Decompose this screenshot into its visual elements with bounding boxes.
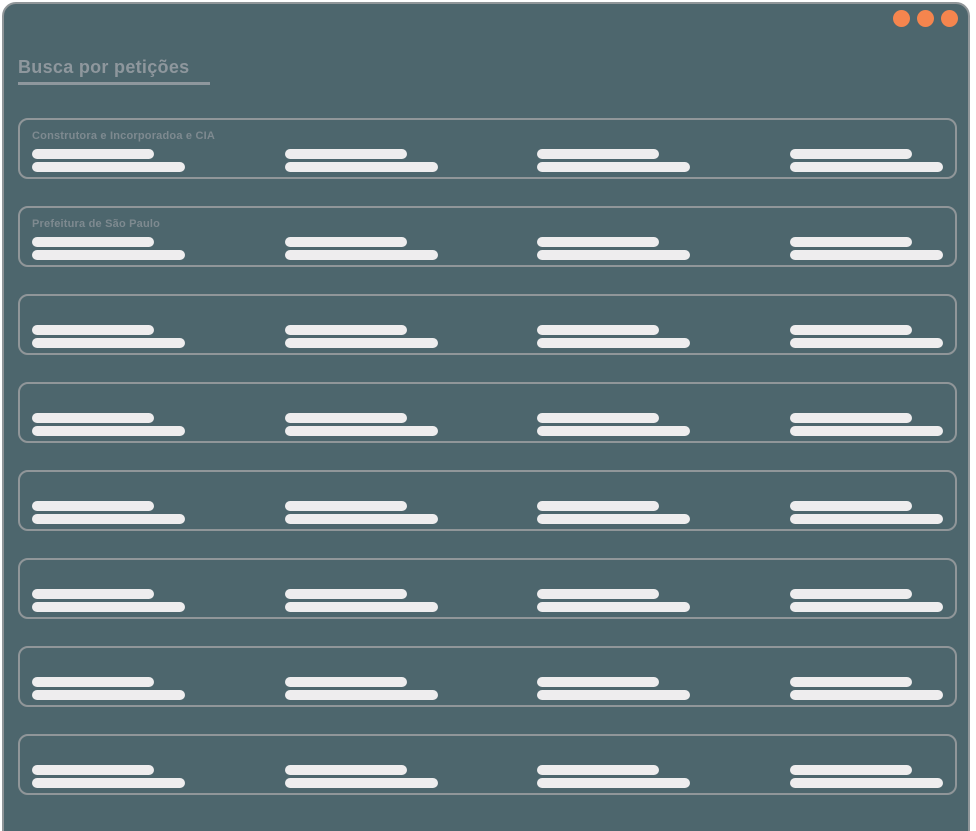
- placeholder-bar-top: [32, 765, 154, 775]
- placeholder-bar-bottom: [32, 514, 185, 524]
- placeholder-bar-top: [790, 589, 912, 599]
- placeholder-bar-top: [537, 501, 659, 511]
- placeholder-bar-top: [285, 677, 407, 687]
- placeholder-column: [537, 589, 690, 612]
- petition-card[interactable]: [18, 118, 957, 179]
- placeholder-column: [537, 765, 690, 788]
- placeholder-bar-top: [32, 325, 154, 335]
- placeholder-bar-bottom: [537, 250, 690, 260]
- placeholder-bar-top: [537, 765, 659, 775]
- placeholder-column: [537, 501, 690, 524]
- petition-list: [18, 118, 957, 822]
- placeholder-bar-top: [32, 501, 154, 511]
- placeholder-bar-bottom: [790, 162, 943, 172]
- card-placeholder-bars: [32, 501, 943, 524]
- card-placeholder-bars: [32, 237, 943, 260]
- window-control-dot-icon[interactable]: [917, 10, 934, 27]
- petition-card[interactable]: [18, 382, 957, 443]
- card-placeholder-bars: [32, 589, 943, 612]
- card-placeholder-bars: [32, 325, 943, 348]
- placeholder-column: [285, 237, 438, 260]
- placeholder-bar-top: [537, 149, 659, 159]
- placeholder-bar-top: [790, 149, 912, 159]
- placeholder-bar-bottom: [32, 162, 185, 172]
- placeholder-column: [790, 677, 943, 700]
- placeholder-bar-top: [285, 237, 407, 247]
- placeholder-bar-top: [285, 501, 407, 511]
- placeholder-bar-bottom: [537, 514, 690, 524]
- placeholder-bar-bottom: [790, 778, 943, 788]
- placeholder-bar-top: [537, 325, 659, 335]
- placeholder-bar-bottom: [790, 690, 943, 700]
- placeholder-bar-bottom: [285, 602, 438, 612]
- placeholder-column: [790, 413, 943, 436]
- placeholder-bar-bottom: [537, 778, 690, 788]
- placeholder-bar-bottom: [32, 602, 185, 612]
- placeholder-column: [790, 589, 943, 612]
- window-control-dot-icon[interactable]: [893, 10, 910, 27]
- placeholder-bar-top: [285, 325, 407, 335]
- placeholder-column: [285, 413, 438, 436]
- placeholder-bar-bottom: [32, 426, 185, 436]
- placeholder-column: [790, 325, 943, 348]
- placeholder-bar-top: [285, 765, 407, 775]
- title-underline: [18, 82, 210, 85]
- placeholder-column: [32, 677, 185, 700]
- placeholder-column: [790, 149, 943, 172]
- card-title: Prefeitura de São Paulo: [32, 218, 161, 230]
- placeholder-column: [285, 149, 438, 172]
- petition-card[interactable]: [18, 558, 957, 619]
- placeholder-bar-top: [790, 501, 912, 511]
- placeholder-bar-bottom: [285, 514, 438, 524]
- placeholder-column: [285, 325, 438, 348]
- placeholder-bar-bottom: [32, 778, 185, 788]
- placeholder-bar-bottom: [285, 162, 438, 172]
- placeholder-column: [537, 325, 690, 348]
- placeholder-column: [285, 589, 438, 612]
- placeholder-bar-bottom: [537, 426, 690, 436]
- card-placeholder-bars: [32, 413, 943, 436]
- placeholder-bar-top: [790, 765, 912, 775]
- placeholder-bar-bottom: [790, 426, 943, 436]
- placeholder-column: [32, 589, 185, 612]
- placeholder-bar-bottom: [285, 426, 438, 436]
- placeholder-bar-bottom: [32, 338, 185, 348]
- placeholder-column: [537, 413, 690, 436]
- card-title: Construtora e Incorporadoa e CIA: [32, 130, 216, 142]
- placeholder-column: [32, 237, 185, 260]
- card-placeholder-bars: [32, 677, 943, 700]
- placeholder-bar-bottom: [790, 514, 943, 524]
- placeholder-bar-bottom: [537, 162, 690, 172]
- petition-card[interactable]: [18, 294, 957, 355]
- petition-card[interactable]: [18, 470, 957, 531]
- placeholder-column: [790, 501, 943, 524]
- window-control-dot-icon[interactable]: [941, 10, 958, 27]
- petition-card[interactable]: [18, 734, 957, 795]
- placeholder-bar-top: [285, 413, 407, 423]
- placeholder-bar-bottom: [285, 338, 438, 348]
- placeholder-column: [285, 765, 438, 788]
- placeholder-bar-top: [790, 237, 912, 247]
- placeholder-column: [790, 237, 943, 260]
- placeholder-bar-top: [32, 237, 154, 247]
- placeholder-bar-bottom: [537, 602, 690, 612]
- placeholder-bar-bottom: [285, 778, 438, 788]
- placeholder-bar-bottom: [32, 250, 185, 260]
- placeholder-bar-top: [790, 677, 912, 687]
- placeholder-column: [285, 677, 438, 700]
- placeholder-bar-top: [285, 589, 407, 599]
- placeholder-column: [32, 325, 185, 348]
- placeholder-bar-top: [32, 589, 154, 599]
- placeholder-bar-bottom: [32, 690, 185, 700]
- placeholder-bar-top: [32, 413, 154, 423]
- placeholder-bar-bottom: [790, 602, 943, 612]
- placeholder-column: [790, 765, 943, 788]
- placeholder-column: [32, 413, 185, 436]
- placeholder-bar-bottom: [790, 250, 943, 260]
- placeholder-bar-bottom: [285, 690, 438, 700]
- placeholder-bar-bottom: [537, 338, 690, 348]
- placeholder-column: [32, 501, 185, 524]
- card-placeholder-bars: [32, 149, 943, 172]
- placeholder-column: [537, 237, 690, 260]
- placeholder-bar-bottom: [537, 690, 690, 700]
- window-controls: [893, 10, 958, 27]
- app-window: [2, 2, 970, 831]
- placeholder-column: [32, 765, 185, 788]
- placeholder-bar-top: [32, 149, 154, 159]
- card-placeholder-bars: [32, 765, 943, 788]
- placeholder-column: [32, 149, 185, 172]
- placeholder-column: [537, 149, 690, 172]
- placeholder-bar-bottom: [285, 250, 438, 260]
- placeholder-bar-bottom: [790, 338, 943, 348]
- placeholder-column: [537, 677, 690, 700]
- petition-card[interactable]: [18, 206, 957, 267]
- placeholder-bar-top: [790, 325, 912, 335]
- petition-card[interactable]: [18, 646, 957, 707]
- placeholder-bar-top: [537, 237, 659, 247]
- page-title: Busca por petições: [18, 57, 190, 77]
- placeholder-bar-top: [537, 413, 659, 423]
- placeholder-bar-top: [537, 677, 659, 687]
- placeholder-bar-top: [285, 149, 407, 159]
- placeholder-bar-top: [32, 677, 154, 687]
- placeholder-bar-top: [790, 413, 912, 423]
- placeholder-bar-top: [537, 589, 659, 599]
- placeholder-column: [285, 501, 438, 524]
